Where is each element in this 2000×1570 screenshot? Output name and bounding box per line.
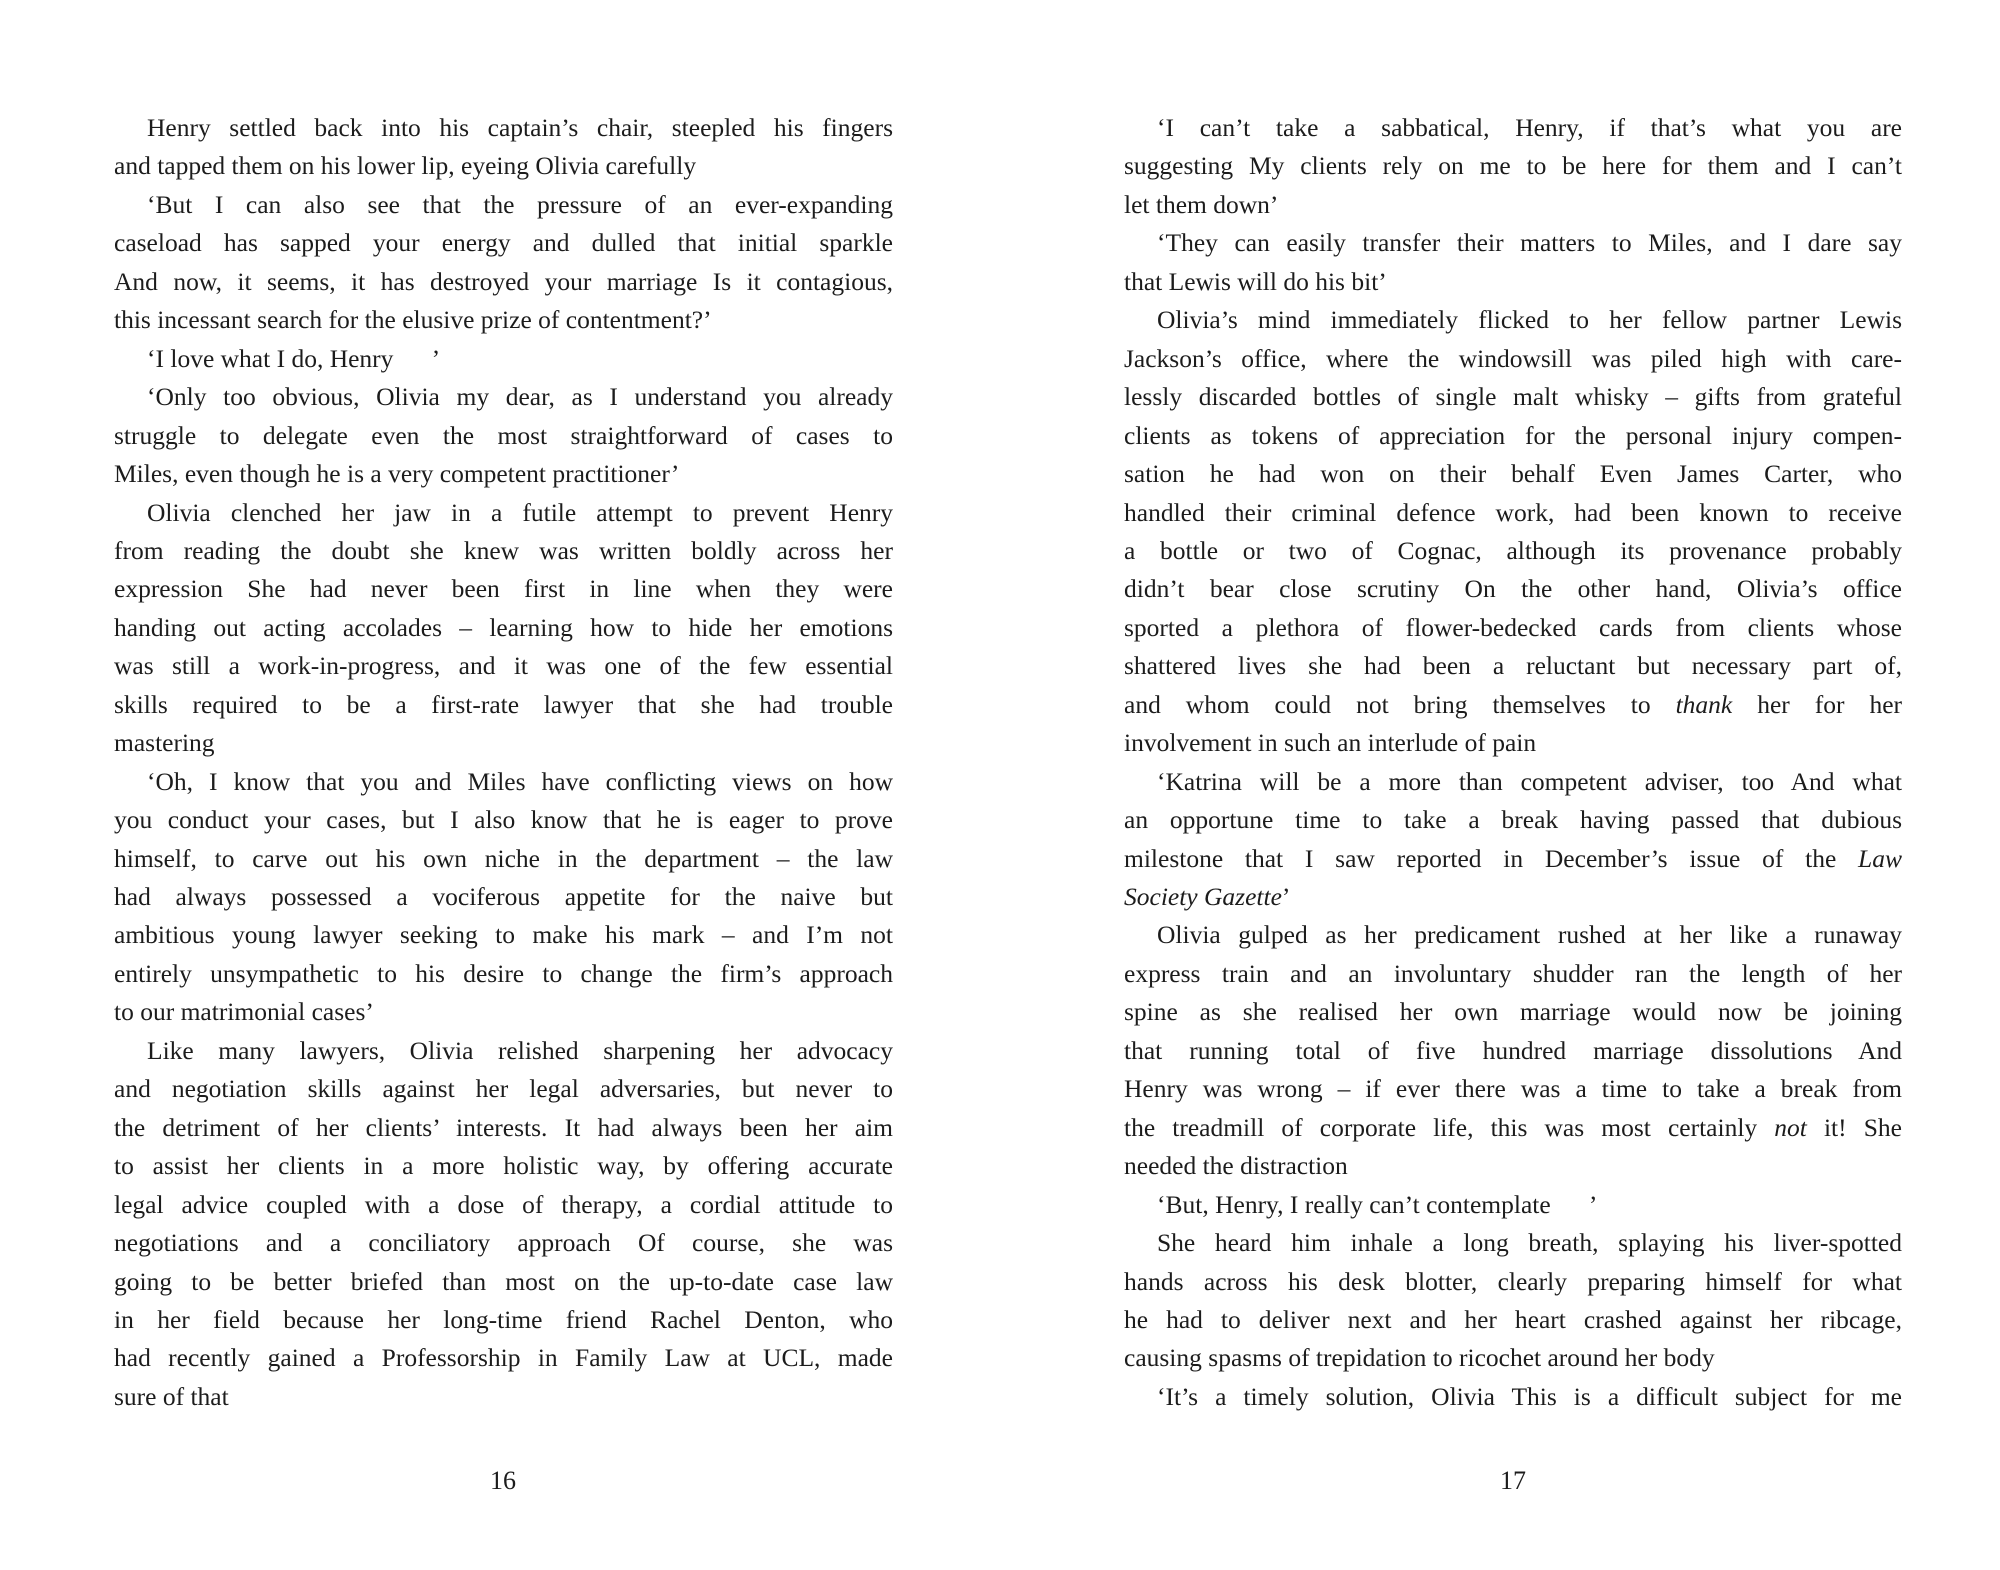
text-line: let them down’ (1124, 189, 1279, 219)
text-line: spine as she realised her own marriage would now be joining (1124, 997, 1902, 1027)
text-line: expression She had never been first in line when they were (114, 574, 893, 604)
text-line: clients as tokens of appreciation for the personal injury compen- (1124, 420, 1902, 450)
text-line: ‘Katrina will be a more than competent adviser, too And what (1157, 766, 1902, 796)
text-line: involvement in such an interlude of pain (1124, 728, 1537, 758)
text-line: entirely unsympathetic to his desire to change the firm’s approach (114, 958, 893, 988)
text-line: that Lewis will do his bit’ (1124, 266, 1387, 296)
right-page (1000, 0, 2000, 1570)
text-line: a bottle or two of Cognac, although its provenance probably (1124, 535, 1902, 565)
text-line: to assist her clients in a more holistic way, by offering accurate (114, 1151, 893, 1181)
text-segment: her for her (1732, 689, 1902, 719)
text-line: ‘It’s a timely solution, Olivia This is a difficult subject for me (1157, 1381, 1902, 1411)
text-line: skills required to be a first-rate lawyer that she had trouble (114, 689, 893, 719)
text-segment: the treadmill of corporate life, this was most certainly (1124, 1112, 1775, 1142)
text-line: had always possessed a vociferous appetite for the naive but (114, 882, 893, 911)
text-line: sported a plethora of flower-bedecked cards from clients whose (1124, 612, 1902, 642)
text-line: ‘I can’t take a sabbatical, Henry, if that’s what you are (1157, 113, 1902, 142)
text-line: struggle to delegate even the most straightforward of cases to (114, 420, 893, 450)
text-line: an opportune time to take a break having passed that dubious (1124, 805, 1902, 835)
left-page-number: 16 (490, 1466, 516, 1495)
text-line: Olivia clenched her jaw in a futile attempt to prevent Henry (147, 497, 893, 527)
text-line: that running total of five hundred marriage dissolutions And (1124, 1035, 1902, 1065)
text-line: and tapped them on his lower lip, eyeing Olivia carefully (114, 151, 697, 181)
text-line: needed the distraction (1124, 1151, 1348, 1181)
text-line: She heard him inhale a long breath, splaying his liver-spotted (1157, 1228, 1902, 1258)
text-line: mastering (114, 728, 215, 758)
text-line: Henry was wrong – if ever there was a time to take a break from (1124, 1074, 1902, 1104)
text-line: was still a work-in-progress, and it was one of the few essential (114, 651, 893, 681)
italic-text: thank (1675, 689, 1733, 719)
text-line: himself, to carve out his own niche in the department – the law (114, 843, 893, 873)
text-line: Like many lawyers, Olivia relished sharpening her advocacy (147, 1035, 893, 1065)
left-page-text (114, 109, 893, 1429)
text-segment: milestone that I saw reported in December’s issue of the (1124, 843, 1859, 873)
text-line: sure of that (114, 1381, 229, 1411)
text-segment: and whom could not bring themselves to (1124, 689, 1676, 719)
text-line: ‘Oh, I know that you and Miles have conflicting views on how (147, 766, 893, 796)
right-page-number: 17 (1500, 1466, 1526, 1495)
text-line (1124, 1109, 1902, 1147)
text-line: Jackson’s office, where the windowsill was piled high with care- (1124, 343, 1902, 373)
text-line: and negotiation skills against her legal adversaries, but never to (114, 1074, 893, 1104)
text-line: going to be better briefed than most on the up-to-date case law (114, 1266, 893, 1296)
text-line: handing out acting accolades – learning how to hide her emotions (114, 612, 893, 642)
text-line: Olivia’s mind immediately flicked to her fellow partner Lewis (1157, 305, 1902, 335)
text-line: to our matrimonial cases’ (114, 997, 374, 1027)
text-line: he had to deliver next and her heart crashed against her ribcage, (1124, 1304, 1902, 1334)
text-line: didn’t bear close scrutiny On the other hand, Olivia’s office (1124, 574, 1902, 604)
text-line (1124, 686, 1902, 724)
text-line: had recently gained a Professorship in Family Law at UCL, made (114, 1343, 893, 1373)
text-line: ‘I love what I do, Henry ’ (147, 343, 441, 373)
text-line: the detriment of her clients’ interests. It had always been her aim (114, 1112, 893, 1142)
text-line: Henry settled back into his captain’s chair, steepled his fingers (147, 113, 893, 142)
text-line: Miles, even though he is a very competent practitioner’ (114, 459, 680, 489)
italic-text: Law (1858, 843, 1902, 873)
text-segment: it! She (1806, 1112, 1902, 1142)
text-line: this incessant search for the elusive prize of contentment?’ (114, 305, 712, 335)
italic-text: Society Gazette (1124, 882, 1282, 911)
text-line: from reading the doubt she knew was written boldly across her (114, 535, 893, 565)
text-line: in her field because her long-time friend Rachel Denton, who (114, 1304, 893, 1334)
right-page-text (1124, 109, 1902, 1429)
text-line: negotiations and a conciliatory approach Of course, she was (114, 1228, 893, 1258)
text-line: ‘They can easily transfer their matters to Miles, and I dare say (1157, 228, 1902, 258)
text-line (1124, 840, 1902, 878)
text-line (1124, 878, 1902, 916)
text-line: And now, it seems, it has destroyed your marriage Is it contagious, (114, 266, 893, 296)
text-line: ‘But I can also see that the pressure of an ever-expanding (147, 189, 893, 219)
text-line: causing spasms of trepidation to ricochet around her body (1124, 1343, 1715, 1373)
text-segment: ’ (1281, 882, 1291, 911)
text-line: caseload has sapped your energy and dulled that initial sparkle (114, 228, 893, 258)
text-line: legal advice coupled with a dose of therapy, a cordial attitude to (114, 1189, 893, 1219)
text-line: ‘Only too obvious, Olivia my dear, as I understand you already (147, 382, 893, 412)
italic-text: not (1774, 1112, 1807, 1142)
text-line: lessly discarded bottles of single malt whisky – gifts from grateful (1124, 382, 1902, 412)
text-line: ambitious young lawyer seeking to make his mark – and I’m not (114, 920, 893, 950)
text-line: ‘But, Henry, I really can’t contemplate ’ (1157, 1189, 1598, 1219)
text-line: you conduct your cases, but I also know that he is eager to prove (114, 805, 893, 835)
text-line: express train and an involuntary shudder ran the length of her (1124, 958, 1902, 988)
text-line: shattered lives she had been a reluctant but necessary part of, (1124, 651, 1902, 681)
text-line: Olivia gulped as her predicament rushed at her like a runaway (1157, 920, 1902, 950)
text-line: suggesting My clients rely on me to be here for them and I can’t (1124, 151, 1902, 181)
text-line: handled their criminal defence work, had been known to receive (1124, 497, 1902, 527)
text-line: sation he had won on their behalf Even James Carter, who (1124, 459, 1902, 489)
text-line: hands across his desk blotter, clearly preparing himself for what (1124, 1266, 1902, 1296)
